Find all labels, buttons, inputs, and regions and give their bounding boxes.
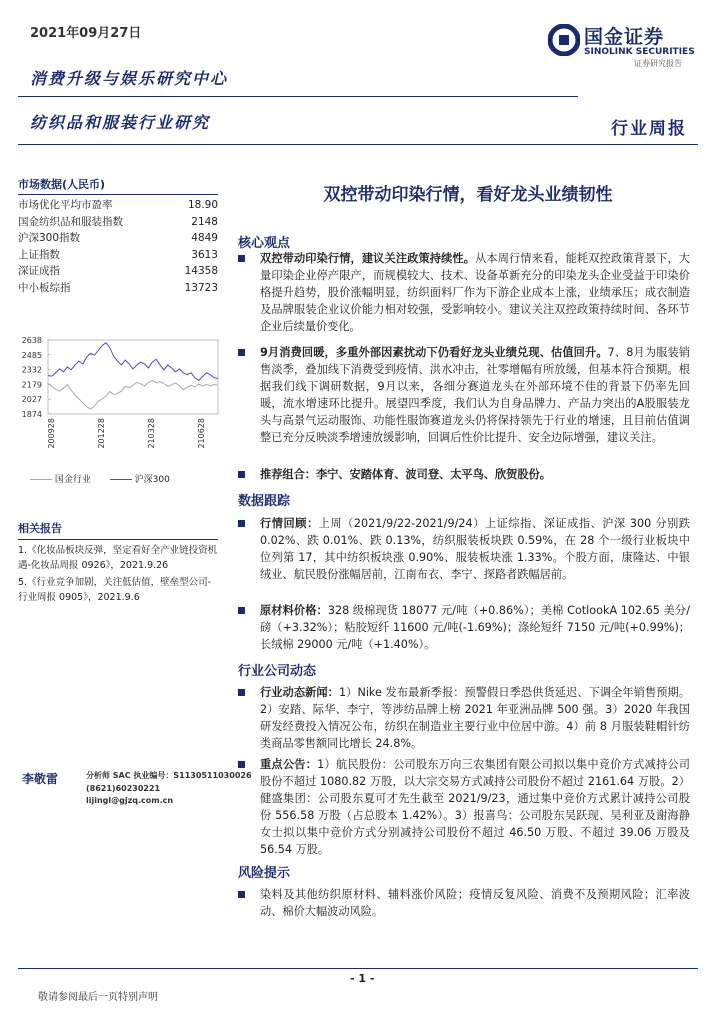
index-chart — [18, 328, 223, 488]
y-tick-label: 2027 — [21, 395, 42, 405]
header-divider — [18, 144, 698, 145]
analyst-phone: (8621)60230221 — [86, 783, 161, 793]
footer-note: 敬请参阅最后一页特别声明 — [38, 992, 158, 1003]
data-point-1 — [238, 515, 690, 583]
market-label: 上证指数 — [18, 248, 60, 261]
bullet-icon — [238, 255, 245, 262]
bullet-icon — [238, 891, 245, 898]
x-tick-label: 200928 — [47, 418, 56, 449]
series-line-hs300 — [48, 343, 218, 381]
market-value: 14358 — [184, 265, 218, 278]
p6-bold: 行业动态新闻： — [260, 686, 339, 699]
p5-text: 328 级棉现货 18077 元/吨（+0.86%）；美棉 CotlookA 102.65 美分/磅（+3.32%）；粘胶短纤 11600 元/吨(-1.69%)；涤纶短纤 7150 元/吨(+0.99%)；长绒棉 29000 元/吨（+1.40%）。 — [260, 604, 690, 651]
logo-subtitle: 证券研究报告 — [634, 59, 682, 68]
company-title: 行业公司动态 — [238, 664, 317, 679]
p2-bold: 9月消费回暖，多重外部因素扰动下仍看好龙头业绩兑现、估值回升。 — [260, 346, 608, 359]
market-row — [18, 247, 218, 264]
market-value: 18.90 — [187, 199, 218, 211]
market-data-title: 市场数据(人民币) — [18, 178, 106, 191]
related-reports — [18, 520, 218, 605]
page-number: - 1 - — [350, 972, 375, 985]
market-label: 深证成指 — [18, 265, 60, 278]
bullet-icon — [238, 761, 245, 768]
p6-text: 1）Nike 发布最新季报：预警假日季恐供货延迟、下调全年销售预期。2）安踏、际华、李宁，等涉纺品牌上榜 2021 年亚洲品牌 500 强。3）2020 年我国研发经费投入情况公布，纺织在制造业主要行业中位居中游。4）前 8 月服装鞋帽针纺类商品零售额同比增长 24.8%。 — [260, 686, 690, 750]
market-row — [18, 197, 218, 214]
report-title: 双控带动印染行情，看好龙头业绩韧性 — [323, 185, 613, 205]
market-data — [18, 176, 218, 297]
analyst-email[interactable]: lijingl@gjzq.com.cn — [86, 796, 174, 805]
market-row — [18, 230, 218, 247]
market-row — [18, 214, 218, 231]
bullet-icon — [238, 349, 245, 356]
y-tick-label: 1874 — [21, 410, 42, 419]
market-value: 2148 — [191, 215, 218, 228]
p1-bold: 双控带动印染行情，建议关注政策持续性。 — [260, 252, 476, 265]
legend-hs300: 沪深300 — [134, 475, 170, 485]
p7-bold: 重点公告： — [260, 758, 318, 771]
chart-legend — [30, 472, 220, 488]
logo-en-text: SINOLINK SECURITIES — [584, 47, 695, 57]
x-tick-label: 210628 — [197, 418, 206, 449]
bullet-icon — [238, 689, 245, 696]
report-date: 2021年09月27日 — [30, 26, 142, 41]
x-tick-label: 210328 — [147, 418, 156, 449]
p8-text: 染料及其他纺织原材料、辅料涨价风险；疫情反复风险、消费不及预期风险；汇率波动、棉价大幅波动风险。 — [260, 888, 690, 918]
legend-industry: 国金行业 — [54, 475, 91, 485]
related-title: 相关报告 — [18, 522, 62, 535]
legend-line-hs300 — [110, 479, 132, 480]
y-tick-label: 2638 — [21, 336, 42, 345]
core-point-2 — [238, 344, 690, 446]
bullet-icon — [238, 520, 245, 527]
p4-bold: 行情回顾： — [260, 517, 319, 530]
p3-bold: 推荐组合：李宁、安踏体育、波司登、太平鸟、欣贺股份。 — [260, 468, 551, 481]
y-tick-label: 2179 — [21, 380, 42, 390]
y-tick-label: 2332 — [21, 365, 42, 375]
related-report-1[interactable]: 1.《化妆品板块反弹，坚定看好全产业链投资机遇-化妆品周报 0926》，2021.9.26 — [18, 545, 218, 571]
bullet-icon — [238, 607, 245, 614]
risk-title: 风险提示 — [238, 866, 291, 881]
analyst-name: 李敬雷 — [22, 772, 59, 786]
core-point-1 — [238, 250, 690, 335]
market-value: 13723 — [184, 281, 218, 294]
p2-text: 7、8月为服装销售淡季，叠加线下消费受到疫情、洪水冲击，社零增幅有所放缓，但基本符合预期。根据我们线下调研数据，9月以来，各细分赛道龙头在外部环境不佳的背景下仍率先回暖，流水增速环比提升。展望四季度，我们认为自身品牌力、产品力突出的A股服装龙头与高景气运动服饰、功能性服饰赛道龙头仍将保持领先于行业的增速，且目前估值调整已充分反映淡季增速放缓影响，回调后性价比提升、安全边际增强，建议关注。 — [260, 346, 690, 444]
core-point-3 — [238, 466, 690, 483]
industry-name: 纺织品和服装行业研究 — [30, 113, 211, 132]
market-value: 4849 — [191, 232, 218, 245]
chart-frame — [48, 340, 218, 414]
market-row — [18, 280, 218, 297]
x-tick-label: 201228 — [97, 418, 106, 449]
core-title: 核心观点 — [238, 236, 291, 251]
data-title: 数据跟踪 — [238, 494, 291, 509]
series-line-industry — [48, 381, 218, 410]
divider — [18, 96, 578, 97]
p1-text: 从本周行情来看，能耗双控政策背景下，大量印染企业停产限产，而规模较大、技术、设备革新充分的印染龙头企业受益于印染价格提升趋势，股价涨幅明显，纺织面料厂作为下游企业成本上涨，业绩承压；成衣制造及品牌服装企业议价能力相对较强，受影响较小。建议关注双控政策持续时间、各环节企业后续量价变化。 — [260, 252, 690, 333]
research-center: 消费升级与娱乐研究中心 — [30, 69, 229, 88]
company-point-2 — [238, 756, 690, 858]
report-type: 行业周报 — [611, 119, 687, 139]
logo-cn-text: 国金证券 — [584, 26, 665, 48]
market-value: 3613 — [191, 248, 218, 261]
market-label: 市场优化平均市盈率 — [18, 199, 113, 211]
footer-divider — [18, 968, 698, 969]
bullet-icon — [238, 471, 245, 478]
p4-text: 上周（2021/9/22-2021/9/24）上证综指、深证成指、沪深 300 分别跌 0.02%、跌 0.01%、跌 0.13%，纺织服装板块跌 0.59%，在 28 个一级行业板块中位列第 17，其中纺织板块涨 0.90%、服装板块涨 1.33%。个股方面，康隆达、中银绒业、航民股份涨幅居前，江南布衣、李宁、探路者跌幅居前。 — [260, 517, 690, 581]
analyst-info — [86, 770, 252, 808]
market-label: 中小板综指 — [18, 281, 71, 294]
analyst-cert: 分析师 SAC 执业编号：S1130511030026 — [86, 771, 252, 780]
data-point-2 — [238, 602, 690, 653]
p7-text: 1）航民股份：公司股东万向三农集团有限公司拟以集中竞价方式减持公司股份不超过 1080.82 万股，以大宗交易方式减持公司股份不超过 2161.64 万股。2）健盛集团：公司股东夏可才先生截至 2021/9/23，通过集中竞价方式累计减持公司股份 556.58 万股（占总股本 1.42%）。3）报喜鸟：公司股东吴跃现、吴利亚及谢海静女士拟以集中竞价方式分别减持公司股份不超过 46.50 万股、不超过 39.06 万股及 56.54 万股。 — [260, 758, 690, 856]
p5-bold: 原材料价格： — [260, 604, 328, 617]
market-label: 国金纺织品和服装指数 — [18, 215, 123, 228]
company-point-1 — [238, 684, 690, 752]
market-label: 沪深300指数 — [18, 232, 81, 245]
market-table — [18, 194, 218, 297]
logo-icon — [548, 24, 580, 56]
y-tick-label: 2485 — [21, 350, 42, 360]
legend-line-industry — [30, 479, 52, 480]
market-row — [18, 263, 218, 280]
risk-point — [238, 886, 690, 920]
related-report-2[interactable]: 5.《行业竞争加剧，关注低估值，壁垒型公司-行业周报 0905》，2021.9.6 — [18, 577, 211, 603]
